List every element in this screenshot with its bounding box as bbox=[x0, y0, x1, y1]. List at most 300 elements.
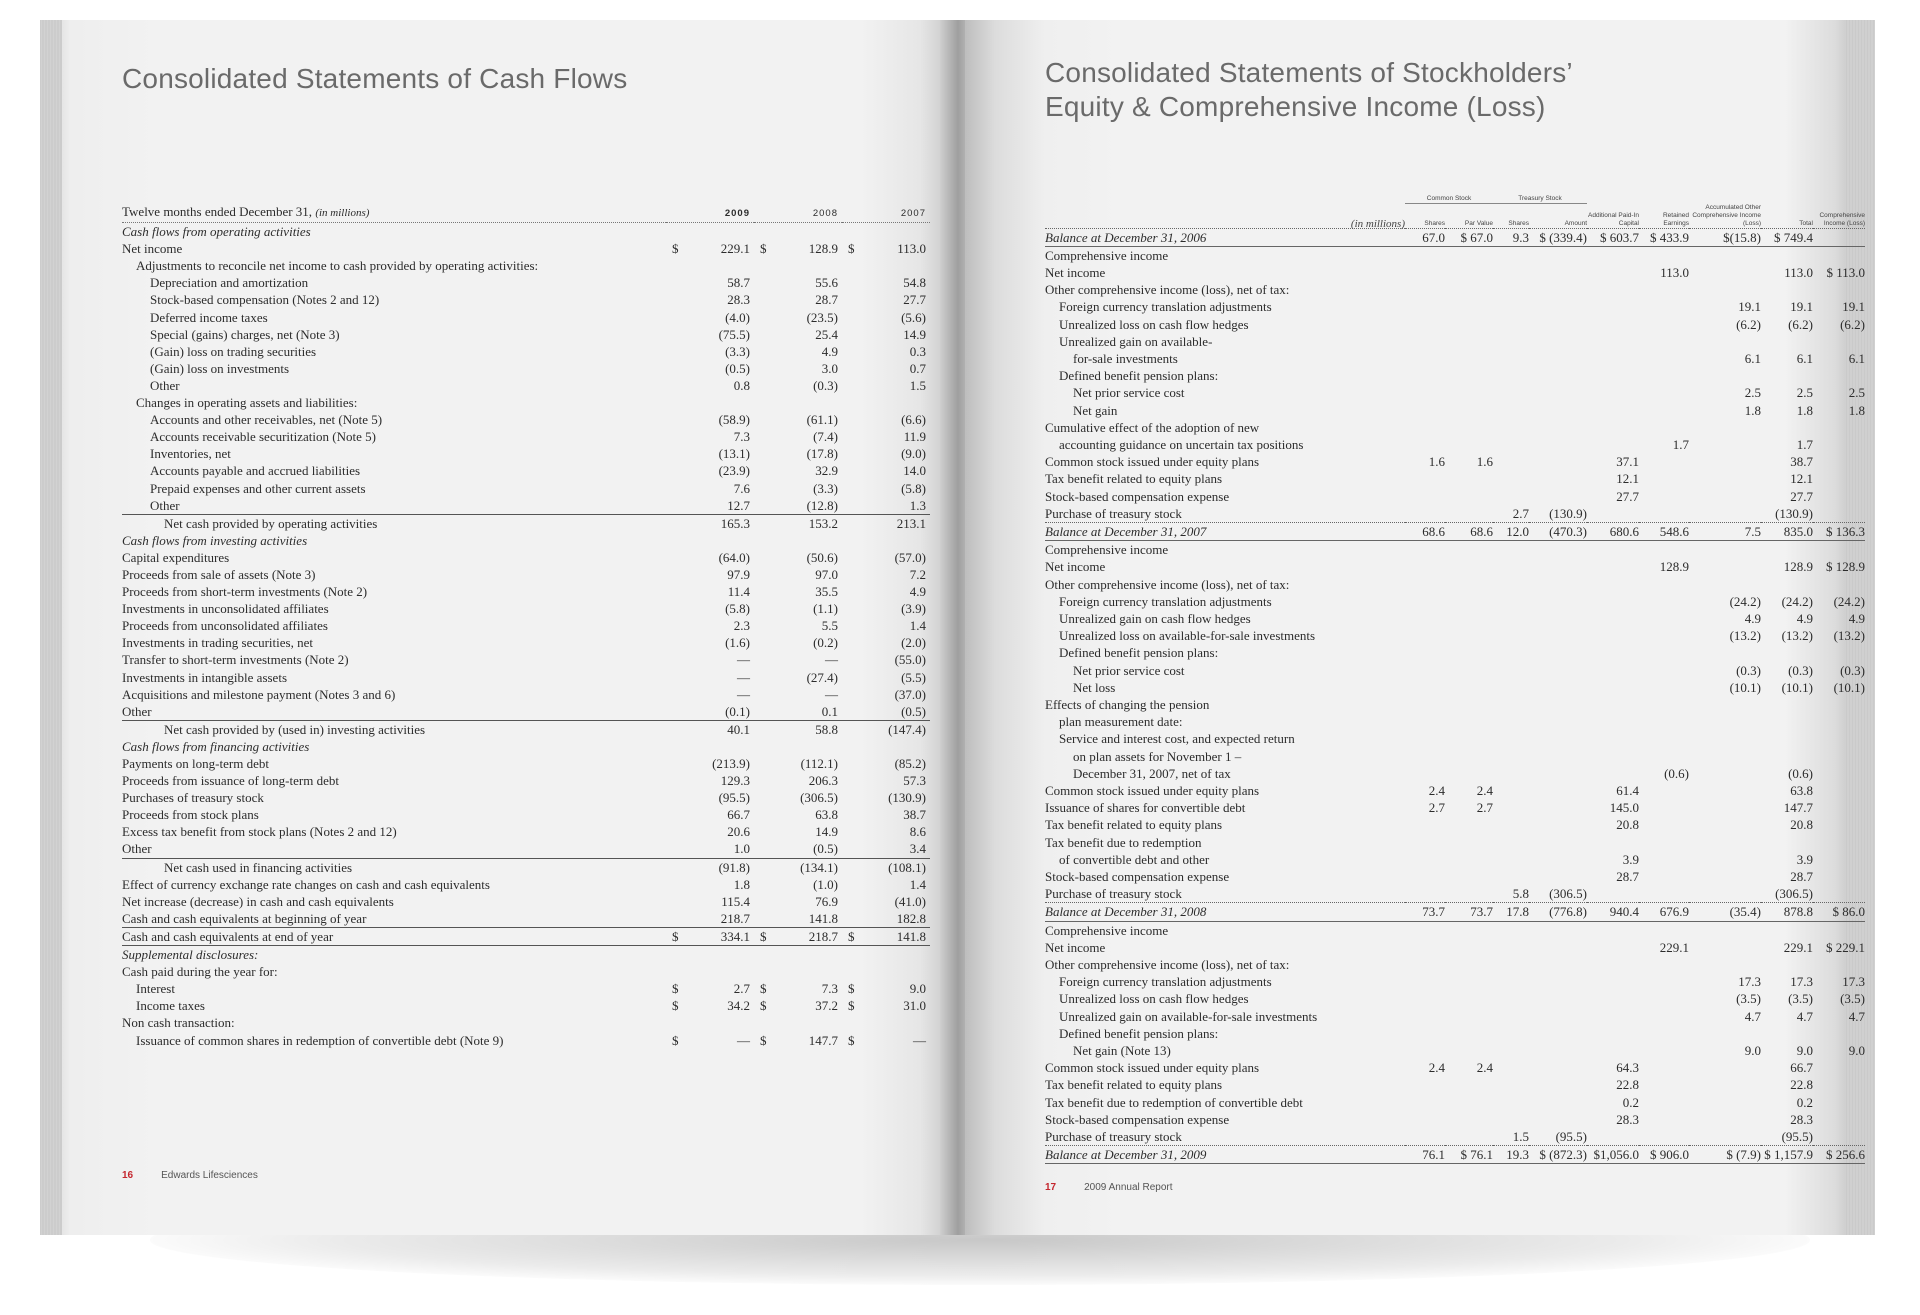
equity-cell-common-shares bbox=[1405, 816, 1445, 833]
cash-flow-amount: 34.2 bbox=[727, 998, 750, 1014]
equity-row-label: Net gain bbox=[1073, 402, 1118, 418]
equity-row-label: Other comprehensive income (loss), net of tax: bbox=[1045, 282, 1290, 298]
equity-cell-treasury-shares bbox=[1493, 627, 1529, 644]
equity-cell-retained-earnings bbox=[1639, 662, 1689, 679]
equity-cell-treasury-amount bbox=[1529, 990, 1587, 1007]
cash-flow-row bbox=[122, 1014, 930, 1031]
equity-cell-treasury-amount bbox=[1529, 696, 1587, 713]
equity-cell-aoci: (24.2) bbox=[1729, 593, 1761, 609]
cash-flow-value-2009 bbox=[666, 806, 754, 823]
equity-row bbox=[1045, 1128, 1865, 1146]
cash-flow-value-2009 bbox=[666, 823, 754, 840]
equity-cell-par-value bbox=[1445, 816, 1493, 833]
cash-flow-amount: 1.4 bbox=[909, 876, 926, 892]
cash-flow-row-label: Net cash provided by operating activities bbox=[122, 514, 666, 532]
equity-cell-aoci bbox=[1689, 730, 1761, 747]
equity-row-label: Cumulative effect of the adoption of new bbox=[1045, 419, 1260, 435]
cash-flow-amount: (130.9) bbox=[888, 790, 926, 806]
equity-cell-aoci bbox=[1689, 436, 1761, 453]
equity-cell-total: 66.7 bbox=[1790, 1060, 1813, 1076]
equity-cell-aoci bbox=[1689, 644, 1761, 661]
equity-cell-aoci bbox=[1689, 782, 1761, 799]
equity-cell-treasury-amount: (130.9) bbox=[1549, 505, 1587, 521]
equity-cell-comprehensive-income bbox=[1813, 541, 1865, 559]
cash-flow-amount: 213.1 bbox=[896, 515, 926, 531]
equity-cell-treasury-shares bbox=[1493, 1008, 1529, 1025]
equity-cell-treasury-shares bbox=[1493, 419, 1529, 436]
equity-cell-apic: 22.8 bbox=[1616, 1077, 1639, 1093]
equity-row-label: Defined benefit pension plans: bbox=[1059, 645, 1219, 661]
equity-cell-total: (0.6) bbox=[1788, 765, 1813, 781]
cash-flow-value-2009 bbox=[666, 291, 754, 308]
cash-flow-value-2009 bbox=[666, 566, 754, 583]
cash-flow-amount: 229.1 bbox=[720, 241, 750, 257]
currency-symbol: $ bbox=[760, 998, 767, 1014]
equity-cell-total: 878.8 bbox=[1761, 903, 1813, 921]
cash-flow-value-2008 bbox=[754, 583, 842, 600]
equity-cell-total: (24.2) bbox=[1781, 593, 1813, 609]
equity-cell-common-shares bbox=[1405, 436, 1445, 453]
equity-cell-par-value bbox=[1445, 956, 1493, 973]
col-aoci: Accumulated Other Comprehensive Income (Loss) bbox=[1692, 203, 1761, 227]
equity-cell-retained-earnings bbox=[1639, 730, 1689, 747]
equity-cell-treasury-shares: 17.8 bbox=[1493, 903, 1529, 921]
equity-cell-par-value: 1.6 bbox=[1476, 454, 1493, 470]
cash-flow-row-label: Income taxes bbox=[136, 998, 205, 1014]
equity-cell-comprehensive-income bbox=[1813, 765, 1865, 782]
cash-flow-amount: 334.1 bbox=[720, 928, 750, 944]
equity-cell-treasury-shares bbox=[1493, 851, 1529, 868]
equity-cell-retained-earnings bbox=[1639, 921, 1689, 939]
cash-flow-value-2007 bbox=[842, 893, 930, 910]
cash-flow-value-2009 bbox=[666, 738, 754, 755]
cash-flow-value-2008 bbox=[754, 738, 842, 755]
equity-cell-apic: 0.2 bbox=[1622, 1094, 1639, 1110]
cash-flow-row bbox=[122, 823, 930, 840]
cash-flow-value-2008 bbox=[754, 789, 842, 806]
cash-flow-amount: (147.4) bbox=[888, 721, 926, 737]
col-par-value: Par Value bbox=[1464, 219, 1493, 227]
equity-cell-common-shares bbox=[1405, 558, 1445, 575]
equity-cell-retained-earnings bbox=[1639, 851, 1689, 868]
equity-cell-aoci bbox=[1689, 488, 1761, 505]
equity-cell-total bbox=[1761, 1025, 1813, 1042]
cash-flows-table bbox=[122, 203, 930, 1049]
cash-flow-value-2009 bbox=[666, 703, 754, 721]
equity-cell-apic bbox=[1587, 696, 1639, 713]
equity-cell-aoci bbox=[1689, 834, 1761, 851]
equity-row-label: on plan assets for November 1 – bbox=[1073, 748, 1242, 764]
equity-cell-total: 19.1 bbox=[1790, 299, 1813, 315]
equity-cell-treasury-amount bbox=[1529, 713, 1587, 730]
cash-flow-row bbox=[122, 549, 930, 566]
equity-cell-apic: 3.9 bbox=[1622, 851, 1639, 867]
equity-cell-common-shares bbox=[1405, 868, 1445, 885]
cash-flow-value-2007 bbox=[842, 738, 930, 755]
equity-cell-retained-earnings bbox=[1639, 713, 1689, 730]
cash-flow-value-2009 bbox=[666, 326, 754, 343]
equity-cell-aoci bbox=[1689, 419, 1761, 436]
cash-flow-row bbox=[122, 291, 930, 308]
equity-cell-aoci: 6.1 bbox=[1744, 350, 1761, 366]
cash-flow-value-2008 bbox=[754, 1032, 842, 1049]
cash-flow-value-2007 bbox=[842, 394, 930, 411]
cash-flow-amount: (0.1) bbox=[725, 703, 750, 719]
equity-cell-treasury-amount: (306.5) bbox=[1549, 886, 1587, 902]
equity-row-label: Comprehensive income bbox=[1045, 922, 1169, 938]
equity-row bbox=[1045, 903, 1865, 921]
equity-cell-comprehensive-income bbox=[1813, 281, 1865, 298]
equity-cell-treasury-amount bbox=[1529, 541, 1587, 559]
equity-cell-comprehensive-income bbox=[1813, 1128, 1865, 1146]
cash-flow-value-2009 bbox=[666, 394, 754, 411]
equity-cell-treasury-amount bbox=[1529, 834, 1587, 851]
equity-cell-par-value: 2.4 bbox=[1476, 1060, 1493, 1076]
cash-flow-amount: (13.1) bbox=[718, 446, 750, 462]
equity-cell-comprehensive-income bbox=[1813, 453, 1865, 470]
equity-cell-treasury-shares bbox=[1493, 558, 1529, 575]
equity-cell-total: 835.0 bbox=[1761, 522, 1813, 540]
equity-cell-aoci bbox=[1689, 765, 1761, 782]
equity-cell-treasury-amount bbox=[1529, 765, 1587, 782]
equity-row bbox=[1045, 384, 1865, 401]
equity-cell-treasury-amount bbox=[1529, 246, 1587, 264]
cash-flow-amount: (61.1) bbox=[806, 412, 838, 428]
cash-flow-row-label: Changes in operating assets and liabilities: bbox=[136, 395, 358, 411]
cash-flow-row-label: Payments on long-term debt bbox=[122, 756, 269, 771]
equity-cell-total: 1.8 bbox=[1796, 402, 1813, 418]
equity-cell-treasury-amount bbox=[1529, 610, 1587, 627]
equity-cell-par-value bbox=[1445, 281, 1493, 298]
cash-flow-value-2009 bbox=[666, 600, 754, 617]
cash-flow-amount: 3.0 bbox=[821, 360, 838, 376]
cash-flow-amount: (108.1) bbox=[888, 859, 926, 875]
equity-row bbox=[1045, 522, 1865, 540]
cash-flow-value-2008 bbox=[754, 240, 842, 257]
equity-cell-aoci bbox=[1689, 851, 1761, 868]
equity-cell-total bbox=[1761, 748, 1813, 765]
equity-cell-aoci bbox=[1689, 956, 1761, 973]
equity-cell-total: 28.3 bbox=[1790, 1111, 1813, 1127]
equity-row bbox=[1045, 453, 1865, 470]
col-treasury-amount: Amount bbox=[1564, 219, 1587, 227]
equity-cell-retained-earnings bbox=[1639, 956, 1689, 973]
equity-cell-treasury-amount bbox=[1529, 350, 1587, 367]
equity-cell-treasury-amount bbox=[1529, 1059, 1587, 1076]
cash-flow-row-label: Other bbox=[122, 840, 666, 858]
year-2009-header: 2009 bbox=[666, 203, 754, 223]
cash-flow-amount: — bbox=[825, 686, 838, 702]
equity-cell-total bbox=[1761, 956, 1813, 973]
equity-cell-retained-earnings bbox=[1639, 1076, 1689, 1093]
equity-cell-total bbox=[1761, 730, 1813, 747]
col-comprehensive-income: Comprehensive Income (Loss) bbox=[1819, 211, 1865, 227]
equity-cell-total: 3.9 bbox=[1796, 851, 1813, 867]
equity-cell-common-shares: 2.4 bbox=[1428, 1060, 1445, 1076]
cash-flow-value-2009 bbox=[666, 1032, 754, 1049]
equity-cell-par-value: 73.7 bbox=[1445, 903, 1493, 921]
equity-cell-common-shares bbox=[1405, 488, 1445, 505]
cash-flow-row bbox=[122, 806, 930, 823]
cash-flow-value-2007 bbox=[842, 343, 930, 360]
equity-cell-apic bbox=[1587, 765, 1639, 782]
equity-cell-comprehensive-income bbox=[1813, 333, 1865, 350]
equity-cell-par-value bbox=[1445, 765, 1493, 782]
equity-cell-aoci: (13.2) bbox=[1729, 628, 1761, 644]
equity-cell-total: 38.7 bbox=[1790, 454, 1813, 470]
equity-row-label: Unrealized loss on cash flow hedges bbox=[1059, 991, 1249, 1007]
cash-flow-amount: 25.4 bbox=[815, 326, 838, 342]
equity-cell-treasury-shares bbox=[1493, 264, 1529, 281]
cash-flow-value-2007 bbox=[842, 806, 930, 823]
cash-flow-value-2008 bbox=[754, 480, 842, 497]
equity-row-label: Balance at December 31, 2008 bbox=[1045, 903, 1405, 921]
equity-cell-treasury-amount bbox=[1529, 1094, 1587, 1111]
equity-cell-treasury-shares bbox=[1493, 662, 1529, 679]
equity-row bbox=[1045, 593, 1865, 610]
cash-flow-value-2008 bbox=[754, 257, 842, 274]
equity-cell-par-value bbox=[1445, 576, 1493, 593]
cash-flow-row-label: Proceeds from sale of assets (Note 3) bbox=[122, 566, 316, 582]
equity-row bbox=[1045, 799, 1865, 816]
cash-flow-value-2009 bbox=[666, 240, 754, 257]
equity-cell-treasury-shares bbox=[1493, 281, 1529, 298]
equity-cell-aoci bbox=[1689, 505, 1761, 523]
equity-cell-aoci: 4.7 bbox=[1744, 1008, 1761, 1024]
cash-flow-value-2008 bbox=[754, 600, 842, 617]
equity-cell-par-value: 2.4 bbox=[1476, 783, 1493, 798]
cash-flow-row bbox=[122, 240, 930, 257]
cash-flow-row bbox=[122, 840, 930, 858]
equity-cell-common-shares bbox=[1405, 298, 1445, 315]
equity-row bbox=[1045, 868, 1865, 885]
cash-flow-value-2008 bbox=[754, 997, 842, 1014]
right-folio bbox=[1045, 1182, 1173, 1193]
cash-flow-value-2009 bbox=[666, 876, 754, 893]
equity-cell-total: (13.2) bbox=[1781, 628, 1813, 644]
cash-flow-value-2008 bbox=[754, 223, 842, 241]
cash-flow-amount: (91.8) bbox=[718, 859, 750, 875]
equity-cell-apic bbox=[1587, 298, 1639, 315]
equity-cell-comprehensive-income bbox=[1813, 834, 1865, 851]
equity-cell-par-value bbox=[1445, 644, 1493, 661]
cash-flow-value-2007 bbox=[842, 428, 930, 445]
equity-cell-aoci bbox=[1689, 816, 1761, 833]
equity-cell-retained-earnings bbox=[1639, 1008, 1689, 1025]
cash-flows-title: Consolidated Statements of Cash Flows bbox=[122, 63, 628, 94]
equity-cell-treasury-amount bbox=[1529, 593, 1587, 610]
cash-flow-row-label: Cash flows from financing activities bbox=[122, 738, 310, 754]
cash-flow-row bbox=[122, 274, 930, 291]
equity-cell-aoci: (35.4) bbox=[1689, 903, 1761, 921]
equity-cell-total: 6.1 bbox=[1796, 350, 1813, 366]
cash-flow-row bbox=[122, 686, 930, 703]
equity-cell-apic bbox=[1587, 1025, 1639, 1042]
equity-row bbox=[1045, 488, 1865, 505]
equity-cell-common-shares bbox=[1405, 834, 1445, 851]
cash-flow-value-2008 bbox=[754, 411, 842, 428]
equity-cell-treasury-amount bbox=[1529, 419, 1587, 436]
equity-cell-total: (95.5) bbox=[1781, 1129, 1813, 1145]
equity-cell-treasury-shares bbox=[1493, 921, 1529, 939]
equity-cell-apic bbox=[1587, 281, 1639, 298]
equity-cell-treasury-shares bbox=[1493, 990, 1529, 1007]
equity-cell-total bbox=[1761, 246, 1813, 264]
equity-cell-comprehensive-income: 1.8 bbox=[1848, 402, 1865, 418]
cash-flow-row bbox=[122, 445, 930, 462]
cash-flow-amount: (5.8) bbox=[901, 480, 926, 496]
equity-row bbox=[1045, 228, 1865, 246]
equity-cell-comprehensive-income bbox=[1813, 367, 1865, 384]
cash-flow-value-2008 bbox=[754, 445, 842, 462]
equity-cell-retained-earnings bbox=[1639, 333, 1689, 350]
equity-row-label: of convertible debt and other bbox=[1059, 851, 1210, 867]
cash-flow-amount: 153.2 bbox=[808, 515, 838, 531]
cash-flow-amount: 1.8 bbox=[733, 876, 750, 892]
cash-flow-row bbox=[122, 497, 930, 515]
equity-cell-apic: 28.3 bbox=[1616, 1111, 1639, 1127]
equity-cell-comprehensive-income bbox=[1813, 505, 1865, 523]
cash-flow-row bbox=[122, 963, 930, 980]
equity-group-spacer-right bbox=[1587, 195, 1865, 204]
cash-flow-value-2009 bbox=[666, 755, 754, 772]
equity-cell-aoci bbox=[1689, 367, 1761, 384]
equity-cell-aoci bbox=[1689, 1128, 1761, 1146]
cash-flow-value-2009 bbox=[666, 651, 754, 668]
equity-cell-common-shares: 73.7 bbox=[1405, 903, 1445, 921]
equity-cell-treasury-amount bbox=[1529, 921, 1587, 939]
equity-cell-total: 12.1 bbox=[1790, 471, 1813, 487]
equity-cell-treasury-amount: $ (872.3) bbox=[1529, 1146, 1587, 1164]
equity-cell-treasury-amount bbox=[1529, 470, 1587, 487]
equity-cell-total: 128.9 bbox=[1783, 559, 1813, 575]
equity-cell-apic: 12.1 bbox=[1616, 471, 1639, 487]
equity-cell-apic bbox=[1587, 505, 1639, 523]
currency-symbol: $ bbox=[848, 928, 855, 944]
equity-cell-retained-earnings bbox=[1639, 885, 1689, 903]
cash-flow-row-label: Issuance of common shares in redemption of convertible debt (Note 9) bbox=[136, 1032, 504, 1048]
right-page-number: 17 bbox=[1045, 1182, 1057, 1193]
cash-flow-value-2008 bbox=[754, 566, 842, 583]
equity-cell-treasury-shares bbox=[1493, 765, 1529, 782]
equity-row-label: Stock-based compensation expense bbox=[1045, 869, 1230, 885]
cash-flow-row-label: Inventories, net bbox=[150, 446, 231, 462]
equity-cell-total bbox=[1761, 713, 1813, 730]
cash-flow-amount: (0.5) bbox=[813, 841, 838, 857]
equity-cell-apic bbox=[1587, 662, 1639, 679]
cash-flow-value-2008 bbox=[754, 617, 842, 634]
equity-cell-comprehensive-income: (10.1) bbox=[1833, 679, 1865, 695]
cash-flow-amount: 0.8 bbox=[733, 377, 750, 393]
cash-flow-amount: 5.5 bbox=[821, 618, 838, 634]
equity-cell-par-value bbox=[1445, 1076, 1493, 1093]
equity-cell-par-value bbox=[1445, 264, 1493, 281]
equity-cell-treasury-shares bbox=[1493, 610, 1529, 627]
right-folio-text: 2009 Annual Report bbox=[1084, 1182, 1173, 1193]
equity-cell-comprehensive-income: $ 229.1 bbox=[1826, 939, 1865, 955]
equity-cell-apic bbox=[1587, 367, 1639, 384]
cash-flow-value-2007 bbox=[842, 411, 930, 428]
equity-cell-retained-earnings bbox=[1639, 990, 1689, 1007]
equity-row bbox=[1045, 419, 1865, 436]
cash-flow-value-2007 bbox=[842, 240, 930, 257]
left-page bbox=[40, 20, 955, 1235]
cash-flow-row bbox=[122, 462, 930, 479]
cash-flow-value-2007 bbox=[842, 963, 930, 980]
equity-cell-common-shares bbox=[1405, 765, 1445, 782]
equity-row-label: Purchase of treasury stock bbox=[1045, 505, 1182, 521]
equity-row bbox=[1045, 851, 1865, 868]
equity-cell-treasury-shares bbox=[1493, 644, 1529, 661]
cash-flow-amount: 37.2 bbox=[815, 998, 838, 1014]
cash-flow-amount: 7.6 bbox=[733, 480, 750, 496]
cash-flow-amount: (112.1) bbox=[800, 756, 838, 771]
equity-cell-par-value: 2.7 bbox=[1476, 800, 1493, 816]
equity-cell-apic: 27.7 bbox=[1616, 488, 1639, 504]
cash-flow-value-2008 bbox=[754, 946, 842, 964]
equity-cell-aoci: (3.5) bbox=[1736, 991, 1761, 1007]
equity-row bbox=[1045, 1076, 1865, 1093]
cash-flow-row bbox=[122, 394, 930, 411]
equity-cell-par-value bbox=[1445, 488, 1493, 505]
equity-cell-comprehensive-income bbox=[1813, 228, 1865, 246]
cash-flow-value-2008 bbox=[754, 532, 842, 549]
cash-flow-amount: 40.1 bbox=[727, 721, 750, 737]
equity-cell-aoci: 9.0 bbox=[1744, 1043, 1761, 1059]
equity-cell-total bbox=[1761, 576, 1813, 593]
cash-flow-amount: 182.8 bbox=[896, 910, 926, 926]
equity-cell-apic bbox=[1587, 541, 1639, 559]
equity-cell-apic: $ 603.7 bbox=[1587, 228, 1639, 246]
cash-flow-row bbox=[122, 910, 930, 928]
cash-flow-row-label: Proceeds from unconsolidated affiliates bbox=[122, 618, 328, 634]
currency-symbol: $ bbox=[672, 998, 679, 1014]
equity-cell-treasury-shares bbox=[1493, 713, 1529, 730]
cash-flow-value-2008 bbox=[754, 893, 842, 910]
equity-row-label: Common stock issued under equity plans bbox=[1045, 783, 1260, 798]
cash-flow-row-label: Non cash transaction: bbox=[122, 1015, 235, 1031]
cash-flow-value-2009 bbox=[666, 997, 754, 1014]
equity-cell-total: (3.5) bbox=[1788, 991, 1813, 1007]
equity-cell-treasury-amount bbox=[1529, 436, 1587, 453]
equity-row bbox=[1045, 765, 1865, 782]
equity-cell-comprehensive-income bbox=[1813, 851, 1865, 868]
equity-cell-aoci bbox=[1689, 576, 1761, 593]
equity-cell-treasury-amount bbox=[1529, 402, 1587, 419]
equity-cell-retained-earnings bbox=[1639, 1025, 1689, 1042]
cash-flow-value-2009 bbox=[666, 1014, 754, 1031]
cash-flow-value-2007 bbox=[842, 309, 930, 326]
equity-row-label: Issuance of shares for convertible debt bbox=[1045, 800, 1246, 816]
equity-cell-aoci bbox=[1689, 799, 1761, 816]
equity-cell-treasury-amount bbox=[1529, 298, 1587, 315]
cash-flow-value-2007 bbox=[842, 360, 930, 377]
equity-cell-treasury-amount bbox=[1529, 1042, 1587, 1059]
equity-cell-comprehensive-income bbox=[1813, 816, 1865, 833]
equity-cell-retained-earnings bbox=[1639, 973, 1689, 990]
cash-flow-row bbox=[122, 600, 930, 617]
equity-row-label: December 31, 2007, net of tax bbox=[1073, 765, 1231, 781]
cash-flow-amount: 32.9 bbox=[815, 463, 838, 479]
equity-cell-aoci bbox=[1689, 1094, 1761, 1111]
equity-cell-aoci bbox=[1689, 748, 1761, 765]
equity-row-label: Defined benefit pension plans: bbox=[1059, 368, 1219, 384]
cash-flow-amount: (0.5) bbox=[725, 360, 750, 376]
equity-cell-common-shares bbox=[1405, 990, 1445, 1007]
equity-cell-common-shares bbox=[1405, 851, 1445, 868]
cash-flow-value-2008 bbox=[754, 840, 842, 858]
equity-cell-aoci bbox=[1689, 246, 1761, 264]
